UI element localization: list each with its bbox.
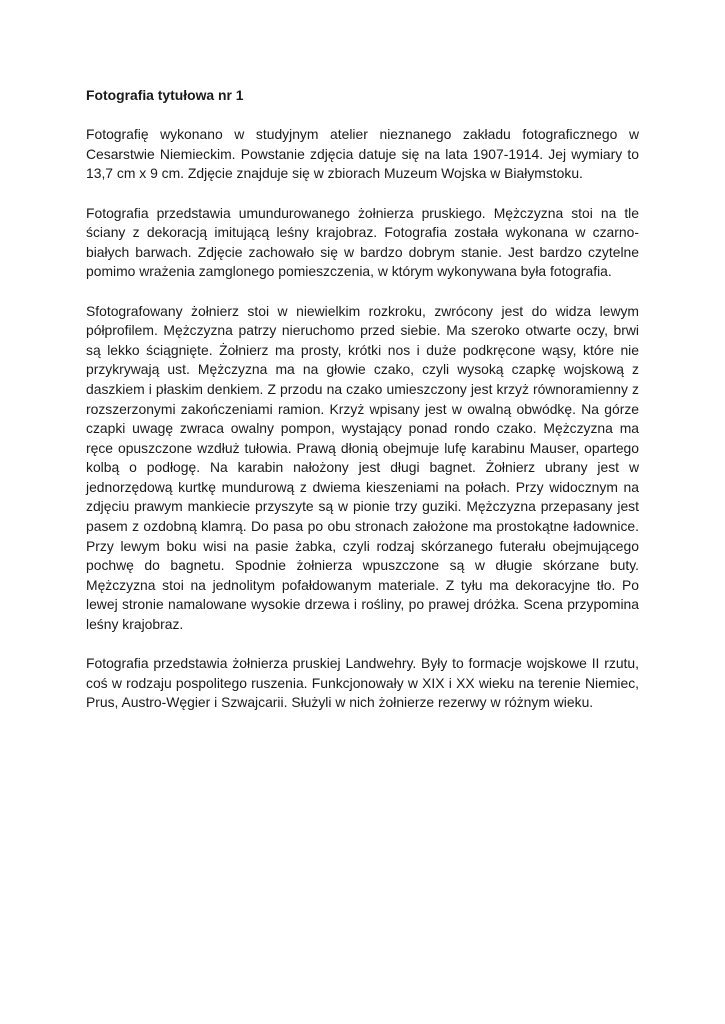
paragraph-soldier-details: Sfotografowany żołnierz stoi w niewielkim rozkroku, zwrócony jest do widza lewym półprofilem. Mężczyzna patrzy nieruchomo przed siebie. Ma szeroko otwarte oczy, brwi są lekko ściągnięte. Żołnierz ma prosty, krótki nos i duże podkręcone wąsy, które nie przykrywają ust. Mężczyzna ma na głowie czako, czyli wysoką czapkę wojskową z daszkiem i płaskim denkiem. Z przodu na czako umieszczony jest krzyż równoramienny z rozszerzonymi zakończeniami ramion. Krzyż wpisany jest w owalną obwódkę. Na górze czapki uwagę zwraca owalny pompon, wystający ponad rondo czako. Mężczyzna ma ręce opuszczone wzdłuż tułowia. Prawą dłonią obejmuje lufę karabinu Mauser, opartego kolbą o podłogę. Na karabin nałożony jest długi bagnet. Żołnierz ubrany jest w jednorzędową kurtkę mundurową z dwiema kieszeniami na połach. Przy widocznym na zdjęciu prawym mankiecie przyszyte są w pionie trzy guziki. Mężczyzna przepasany jest pasem z ozdobną klamrą. Do pasa po obu stronach założone ma prostokątne ładownice. Przy lewym boku wisi na pasie żabka, czyli rodzaj skórzanego futerału obejmującego pochwę do bagnetu. Spodnie żołnierza wpuszczone są w długie skórzane buty. Mężczyzna stoi na jednolitym pofałdowanym materiale. Z tyłu ma dekoracyjne tło. Po lewej stronie namalowane wysokie drzewa i rośliny, po prawej dróżka. Scena przypomina leśny krajobraz. xyxy=(86,302,639,633)
paragraph-photo-origin: Fotografię wykonano w studyjnym atelier nieznanego zakładu fotograficznego w Cesarstwie Niemieckim. Powstanie zdjęcia datuje się na lata 1907-1914. Jej wymiary to 13,7 cm x 9 cm. Zdjęcie znajduje się w zbiorach Muzeum Wojska w Białymstoku. xyxy=(86,126,639,182)
document-body xyxy=(86,86,639,733)
paragraph-photo-description: Fotografia przedstawia umundurowanego żołnierza pruskiego. Mężczyzna stoi na tle ściany z dekoracją imitującą leśny krajobraz. Fotografia została wykonana w czarno-białych barwach. Zdjęcie zachowało się w bardzo dobrym stanie. Jest bardzo czytelne pomimo wrażenia zamglonego pomieszczenia, w którym wykonywana była fotografia. xyxy=(86,204,639,280)
paragraph-landwehr-context: Fotografia przedstawia żołnierza pruskiej Landwehry. Były to formacje wojskowe II rzutu, coś w rodzaju pospolitego ruszenia. Funkcjonowały w XIX i XX wieku na terenie Niemiec, Prus, Austro-Węgier i Szwajcarii. Służyli w nich żołnierze rezerwy w różnym wieku. xyxy=(86,655,639,711)
document-title: Fotografia tytułowa nr 1 xyxy=(86,87,244,103)
